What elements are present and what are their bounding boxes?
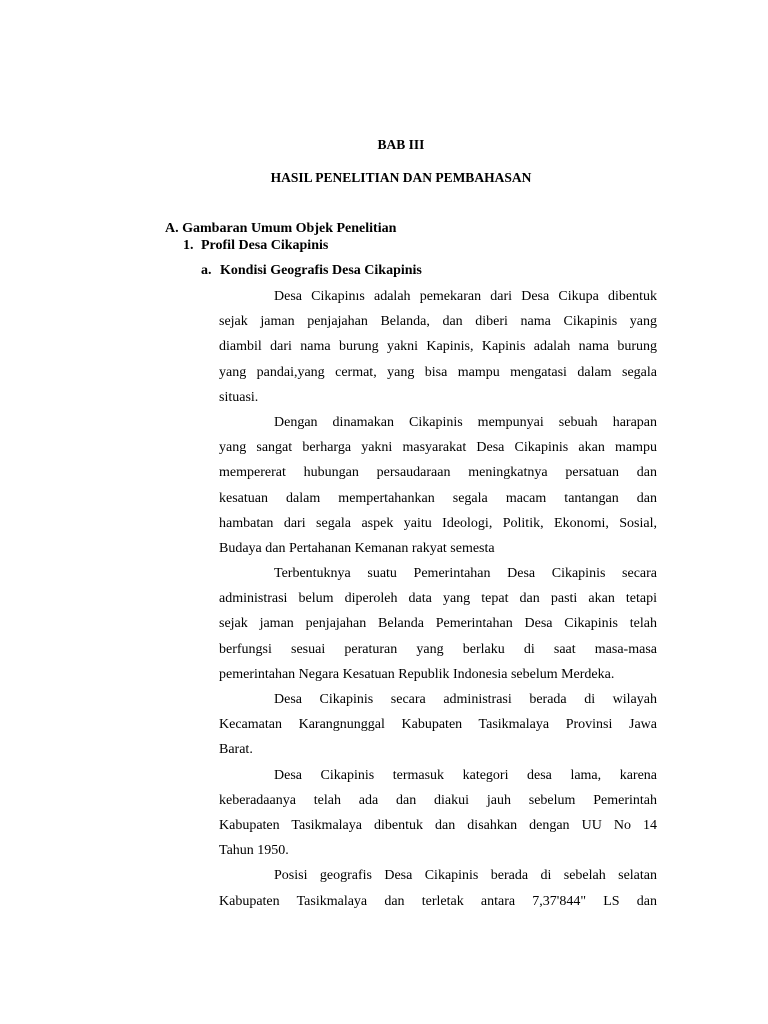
paragraph [219,863,657,913]
chapter-title: HASIL PENELITIAN DAN PEMBAHASAN [270,170,532,185]
paragraph-line: Tahun 1950. [219,843,289,859]
body-text [219,284,657,914]
paragraph-line: Posisi geografis Desa Cikapinis berada di sebelah selatan [274,868,657,884]
paragraph-line: sejak jaman penjajahan Belanda, dan diberi nama Cikapinis yang [219,314,657,330]
paragraph-line: berfungsi sesuai peraturan yang berlaku di saat masa-masa [219,641,657,657]
paragraph-line: situasi. [219,389,259,405]
paragraph [219,763,657,864]
paragraph-line: diambil dari nama burung yakni Kapinis, Kapinis adalah nama burung [219,339,657,355]
paragraph-line: Budaya dan Pertahanan Kemanan rakyat semesta [219,540,495,556]
paragraph [219,561,657,687]
paragraph-line: Desa Cikapinis secara administrasi berada di wilayah [274,692,657,707]
paragraph-line: administrasi belum diperoleh data yang tepat dan pasti akan tetapi [219,591,657,607]
paragraph-line: sejak jaman penjajahan Belanda Pemerintahan Desa Cikapinis telah [219,616,657,632]
paragraph [219,410,657,561]
paragraph-line: Barat. [219,742,253,758]
paragraph [219,687,657,763]
paragraph-line: hambatan dari segala aspek yaitu Ideologi, Politik, Ekonomi, Sosial, [219,515,657,531]
chapter-heading: BAB III [377,137,425,152]
subsection-heading-1 [183,237,328,255]
section-heading-a: A. Gambaran Umum Objek Penelitian [165,221,397,236]
paragraph-line: pemerintahan Negara Kesatuan Republik Indonesia sebelum Merdeka. [219,666,615,682]
paragraph-line: mempererat hubungan persaudaraan meningkatnya persatuan dan [219,465,657,481]
sub-subsection-heading-a [201,262,422,280]
sub-subsection-label: Kondisi Geografis Desa Cikapinis [220,263,422,278]
paragraph-line: Kabupaten Tasikmalaya dan terletak antara 7,37'844" LS dan [219,893,657,909]
paragraph-line: Desa Cikapinıs adalah pemekaran dari Desa Cikupa dibentuk [274,289,657,304]
paragraph-line: yang sangat berharga yakni masyarakat Desa Cikapinis akan mampu [219,440,657,456]
paragraph [219,284,657,410]
paragraph-line: keberadaanya telah ada dan diakui jauh sebelum Pemerintah [219,792,657,808]
sub-subsection-number: a. [201,263,212,278]
paragraph-line: Kabupaten Tasikmalaya dibentuk dan disahkan dengan UU No 14 [219,817,657,833]
paragraph-line: Kecamatan Karangnunggal Kabupaten Tasikmalaya Provinsi Jawa [219,717,657,733]
paragraph-line: Desa Cikapinis termasuk kategori desa lama, karena [274,767,657,783]
paragraph-line: Dengan dinamakan Cikapinis mempunyai sebuah harapan [274,414,657,430]
paragraph-line: kesatuan dalam mempertahankan segala macam tantangan dan [219,490,657,506]
subsection-label: Profil Desa Cikapinis [201,238,329,253]
subsection-number: 1. [183,238,194,253]
paragraph-line: Terbentuknya suatu Pemerintahan Desa Cikapinis secara [274,566,657,582]
paragraph-line: yang pandai,yang cermat, yang bisa mampu mengatasi dalam segala [219,364,657,380]
